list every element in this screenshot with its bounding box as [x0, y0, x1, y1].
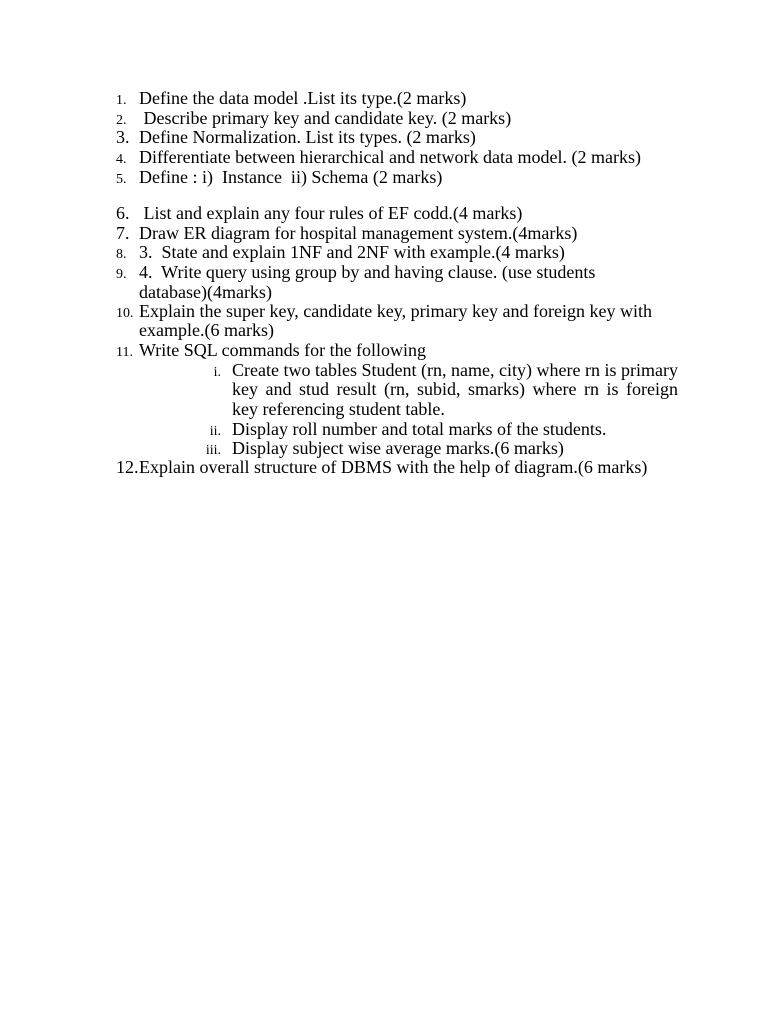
subquestion-iii	[190, 438, 564, 458]
question-7	[116, 223, 577, 243]
question-text: Differentiate between hierarchical and network data model. (2 marks)	[139, 147, 641, 167]
question-6	[116, 203, 522, 223]
subquestion-text-line: key referencing student table.	[232, 399, 445, 419]
question-number: 5.	[116, 172, 127, 187]
subquestion-number: iii.	[205, 443, 221, 458]
question-1	[116, 88, 466, 108]
subquestion-number: ii.	[209, 424, 221, 439]
question-text-line: example.(6 marks)	[139, 320, 274, 340]
question-number: 8.	[116, 247, 127, 262]
question-number: 7.	[116, 223, 130, 243]
question-text: Define Normalization. List its types. (2 marks)	[139, 127, 476, 147]
subquestion-text: Display subject wise average marks.(6 marks)	[232, 438, 564, 458]
question-text: Define : i) Instance ii) Schema (2 marks)	[139, 167, 443, 187]
question-text: Draw ER diagram for hospital management system.(4marks)	[139, 223, 578, 243]
subquestion-text-line: key and stud result (rn, subid, smarks) where rn is foreign	[232, 379, 678, 399]
question-number: 3.	[116, 127, 130, 147]
question-2	[116, 108, 511, 128]
question-5	[116, 167, 442, 187]
question-text: Explain overall structure of DBMS with the help of diagram.(6 marks)	[139, 457, 648, 477]
subquestion-i-continuation	[232, 379, 678, 399]
question-9	[116, 262, 595, 282]
question-9-continuation	[139, 282, 272, 302]
question-text: 3. State and explain 1NF and 2NF with example.(4 marks)	[139, 242, 565, 262]
question-text: Define the data model .List its type.(2 marks)	[139, 88, 467, 108]
question-10-continuation	[139, 320, 274, 340]
subquestion-number: i.	[213, 365, 221, 380]
question-text-line: database)(4marks)	[139, 282, 272, 302]
question-8	[116, 242, 565, 262]
question-12	[116, 457, 647, 477]
question-number: 12.	[116, 457, 139, 477]
question-text: List and explain any four rules of EF codd.(4 marks)	[139, 203, 523, 223]
question-number: 6.	[116, 203, 130, 223]
question-11	[116, 340, 426, 360]
subquestion-text: Display roll number and total marks of the students.	[232, 419, 607, 439]
question-number: 1.	[116, 93, 127, 108]
subquestion-ii	[190, 419, 606, 439]
question-number: 11.	[116, 345, 133, 360]
subquestion-i-continuation	[232, 399, 445, 419]
question-10	[116, 301, 652, 321]
subquestion-i	[190, 360, 678, 380]
question-number: 9.	[116, 267, 127, 282]
question-text: Describe primary key and candidate key. (2 marks)	[139, 108, 512, 128]
question-number: 10.	[116, 306, 134, 321]
question-4	[116, 147, 641, 167]
question-text-line: 4. Write query using group by and having clause. (use students	[139, 262, 596, 282]
question-text-line: Explain the super key, candidate key, primary key and foreign key with	[139, 301, 652, 321]
question-text: Write SQL commands for the following	[139, 340, 427, 360]
subquestion-text-line: Create two tables Student (rn, name, city) where rn is primary	[232, 360, 678, 380]
question-3	[116, 127, 476, 147]
question-number: 2.	[116, 113, 127, 128]
question-number: 4.	[116, 152, 127, 167]
